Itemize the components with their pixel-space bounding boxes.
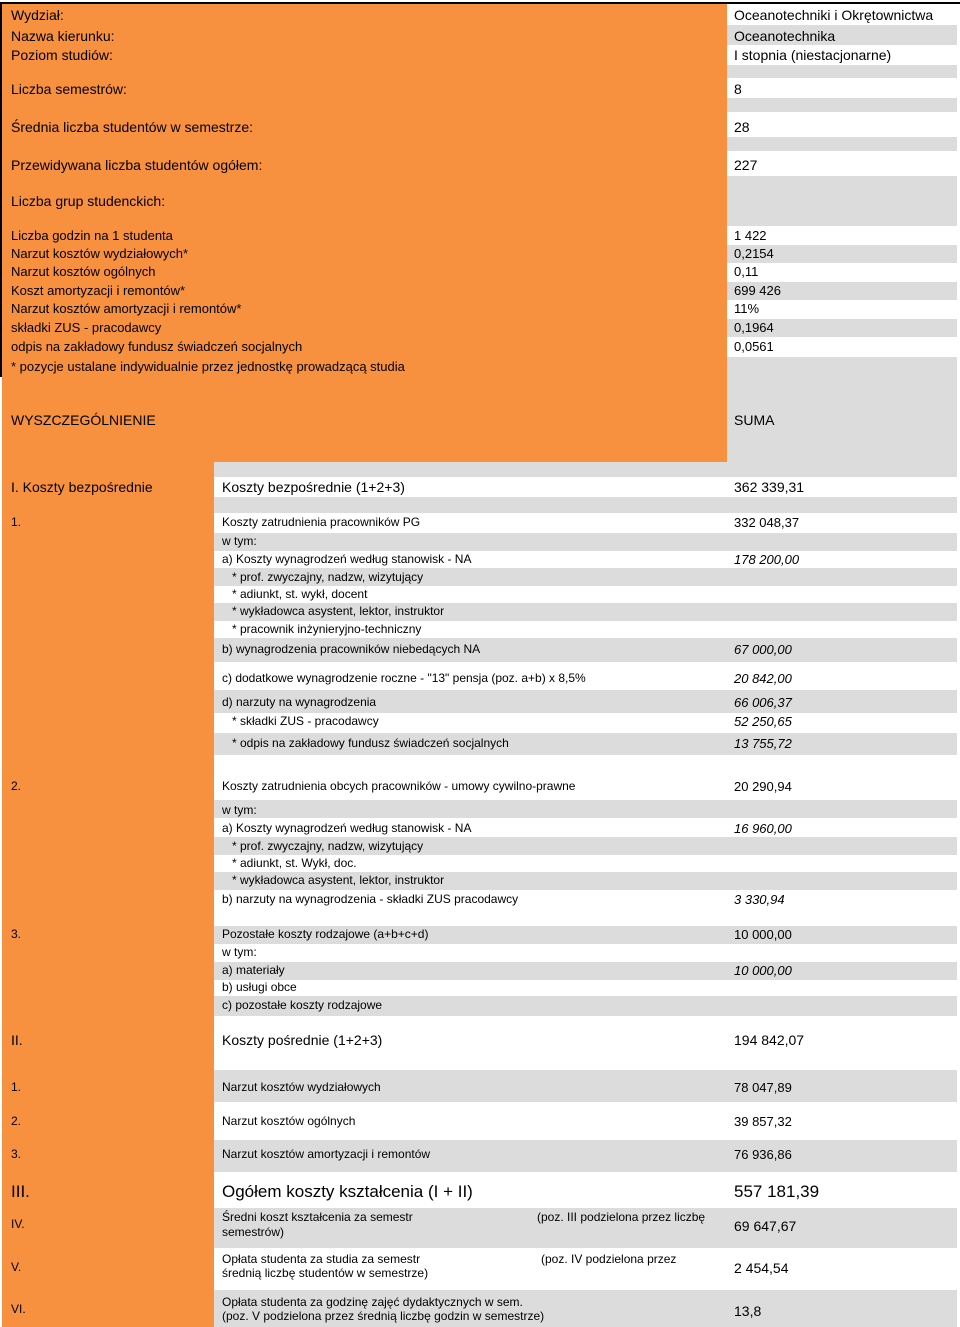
faculty-value: Oceanotechniki i Okrętownictwa [734,7,934,23]
item-3-value: 10 000,00 [734,927,792,942]
param-label: Koszt amortyzacji i remontów* [11,283,186,298]
param-value: 1 422 [734,228,767,243]
item-1-a-label: a) Koszty wynagrodzeń według stanowisk - NA [222,552,472,566]
item-2-value: 20 290,94 [734,779,792,794]
gray-band [727,98,957,112]
section-4-note: (poz. III podzielona przez liczbę [537,1210,706,1224]
section-2-item-value: 78 047,89 [734,1080,792,1095]
item-1-a3: * wykładowca asystent, lektor, instruktor [232,604,445,618]
item-3-wtym: w tym: [222,945,257,959]
section-2-item-title: Narzut kosztów wydziałowych [222,1080,381,1094]
section-2-roman: II. [11,1032,23,1048]
item-3-a-value: 10 000,00 [734,963,792,978]
item-1-d2-label: * odpis na zakładowy fundusz świadczeń socjalnych [232,736,509,750]
spec-header: WYSZCZEGÓLNIENIE [11,412,156,428]
semesters-value: 8 [734,81,742,97]
item-1-d2-value: 13 755,72 [734,736,792,751]
item-1-d1-label: * składki ZUS - pracodawcy [232,714,379,728]
item-1-c-value: 20 842,00 [734,671,792,686]
item-1-a2: * adiunkt, st. wykł, docent [232,587,368,601]
param-label: Narzut kosztów amortyzacji i remontów* [11,301,242,316]
item-3-b-label: b) usługi obce [222,980,297,994]
section-1-roman: I. Koszty bezpośrednie [11,479,153,495]
item-3-title: Pozostałe koszty rodzajowe (a+b+c+d) [222,927,429,941]
param-value: 0,2154 [734,246,774,261]
section-5-note: (poz. IV podzielona przez [541,1252,677,1266]
section-2-item-num: 3. [11,1147,22,1161]
item-2-a-value: 16 960,00 [734,821,792,836]
param-label: odpis na zakładowy fundusz świadczeń socjalnych [11,339,303,354]
item-2-num: 2. [11,779,22,793]
section-5-title: Opłata studenta za studia za semestr [222,1252,421,1266]
section-1-value: 362 339,31 [734,479,805,495]
gray-band [214,533,957,551]
level-value: I stopnia (niestacjonarne) [734,47,892,63]
param-value: 0,1964 [734,320,774,335]
param-value: 0,0561 [734,339,774,354]
section-4-title2: semestrów) [222,1225,285,1239]
gray-band [214,497,957,513]
total-students-label: Przewidywana liczba studentów ogółem: [11,157,263,173]
gray-band [727,176,957,226]
item-3-c-label: c) pozostałe koszty rodzajowe [222,998,383,1012]
param-value: 0,11 [734,264,759,279]
item-2-b-value: 3 330,94 [734,892,785,907]
field-label: Nazwa kierunku: [11,28,115,44]
item-1-d1-value: 52 250,65 [734,714,792,729]
section-3-roman: III. [11,1182,30,1201]
item-1-a1: * prof. zwyczajny, nadzw, wizytujący [232,570,424,584]
param-label: składki ZUS - pracodawcy [11,320,162,335]
footnote: * pozycje ustalane indywidualnie przez jednostkę prowadzącą studia [11,359,405,374]
avg-students-value: 28 [734,119,750,135]
section-2-value: 194 842,07 [734,1032,805,1048]
item-1-d-label: d) narzuty na wynagrodzenia [222,695,377,709]
gray-band [727,65,957,78]
section-4-title: Średni koszt kształcenia za semestr [222,1210,413,1224]
section-2-item-num: 2. [11,1114,22,1128]
item-1-title: Koszty zatrudnienia pracowników PG [222,515,421,529]
param-label: Narzut kosztów wydziałowych* [11,246,189,261]
item-1-c-label: c) dodatkowe wynagrodzenie roczne - "13" pensja (poz. a+b) x 8,5% [222,671,586,685]
section-3-title: Ogółem koszty kształcenia (I + II) [222,1182,473,1201]
param-label: Liczba godzin na 1 studenta [11,228,173,243]
section-4-roman: IV. [11,1217,25,1231]
item-2-title: Koszty zatrudnienia obcych pracowników - umowy cywilno-prawne [222,779,576,793]
item-2-b-label: b) narzuty na wynagrodzenia - składki ZUS pracodawcy [222,892,519,906]
item-3-a-label: a) materiały [222,963,285,977]
section-4-value: 69 647,67 [734,1218,797,1234]
item-2-a3: * wykładowca asystent, lektor, instruktor [232,873,445,887]
header-top-border [0,2,960,4]
section-5-value: 2 454,54 [734,1260,789,1276]
orange-left-column [2,462,214,1327]
item-3-num: 3. [11,927,22,941]
gray-band [214,462,957,477]
avg-students-label: Średnia liczba studentów w semestrze: [11,119,253,135]
section-6-roman: VI. [11,1302,26,1316]
section-6-title2: (poz. V podzielona przez średnią liczbę godzin w semestrze) [222,1309,545,1323]
item-2-wtym: w tym: [222,803,257,817]
param-value: 11% [734,301,760,316]
param-value: 699 426 [734,283,781,298]
total-students-value: 227 [734,157,758,173]
section-6-value: 13,8 [734,1303,762,1319]
faculty-label: Wydział: [11,7,64,23]
section-2-item-value: 76 936,86 [734,1147,792,1162]
param-label: Narzut kosztów ogólnych [11,264,156,279]
item-1-d-value: 66 006,37 [734,695,792,710]
section-5-roman: V. [11,1260,22,1274]
item-1-num: 1. [11,515,22,529]
item-1-a-value: 178 200,00 [734,552,800,567]
item-1-value: 332 048,37 [734,515,800,530]
section-2-title: Koszty pośrednie (1+2+3) [222,1032,383,1048]
item-2-a1: * prof. zwyczajny, nadzw, wizytujący [232,839,424,853]
semesters-label: Liczba semestrów: [11,81,127,97]
sum-header: SUMA [734,412,775,428]
level-label: Poziom studiów: [11,47,113,63]
section-6-title: Opłata studenta za godzinę zajęć dydaktycznych w sem. [222,1295,523,1309]
section-5-title2: średnią liczbę studentów w semestrze) [222,1266,429,1280]
section-2-item-title: Narzut kosztów ogólnych [222,1114,356,1128]
section-2-item-title: Narzut kosztów amortyzacji i remontów [222,1147,431,1161]
gray-band [214,800,957,818]
field-value: Oceanotechnika [734,28,836,44]
section-2-item-value: 39 857,32 [734,1114,792,1129]
section-1-title: Koszty bezpośrednie (1+2+3) [222,479,405,495]
item-1-b-value: 67 000,00 [734,642,792,657]
item-1-b-label: b) wynagrodzenia pracowników niebedących NA [222,642,481,656]
groups-label: Liczba grup studenckich: [11,193,166,209]
item-1-a4: * pracownik inżynieryjno-techniczny [232,622,422,636]
header-left-border [0,2,2,377]
item-2-a-label: a) Koszty wynagrodzeń według stanowisk - NA [222,821,472,835]
gray-band [727,357,957,377]
item-2-a2: * adiunkt, st. Wykł, doc. [232,856,357,870]
section-3-value: 557 181,39 [734,1182,820,1201]
gray-band [727,137,957,151]
item-1-wtym: w tym: [222,534,257,548]
gray-band [214,962,957,980]
section-2-item-num: 1. [11,1080,22,1094]
